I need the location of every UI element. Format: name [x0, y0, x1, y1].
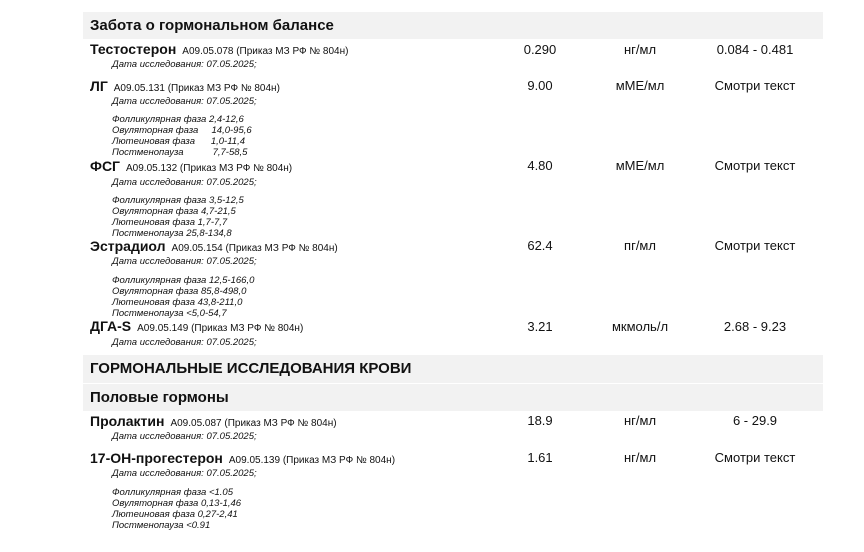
test-code: A09.05.078 (Приказ МЗ РФ № 804н) [182, 46, 349, 57]
test-row-17-oh-progesterone [90, 450, 395, 468]
test-reference: 0.084 - 0.481 [716, 42, 794, 57]
test-unit: нг/мл [623, 413, 657, 428]
test-date: Дата исследования: 07.05.2025; [112, 96, 257, 107]
test-code: A09.05.139 (Приказ МЗ РФ № 804н) [228, 455, 396, 466]
section-header-hormonal-balance: Забота о гормональном балансе [83, 12, 823, 39]
test-date: Дата исследования: 07.05.2025; [112, 337, 257, 348]
reference-note: Фолликулярная фаза <1.05 Овуляторная фаза 0,13-1,46 Лютеиновая фаза 0,27-2,41 Постменопауза <0.91 [112, 487, 242, 531]
test-unit: мМЕ/мл [615, 158, 665, 173]
test-value: 3.21 [527, 319, 553, 334]
reference-note: Фолликулярная фаза 3,5-12,5 Овуляторная фаза 4,7-21,5 Лютеиновая фаза 1,7-7,7 Постменопауза 25,8-134,8 [112, 195, 244, 239]
test-reference: Смотри текст [714, 158, 796, 173]
test-unit: мМЕ/мл [615, 78, 665, 93]
section-header-sex-hormones: Половые гормоны [83, 384, 823, 411]
test-reference: Смотри текст [714, 450, 796, 465]
test-unit: нг/мл [623, 450, 657, 465]
test-value: 1.61 [527, 450, 553, 465]
test-value: 4.80 [527, 158, 553, 173]
test-reference: Смотри текст [714, 78, 796, 93]
test-row-estradiol [90, 238, 338, 256]
test-row-lh [90, 78, 280, 96]
test-date: Дата исследования: 07.05.2025; [112, 177, 257, 188]
test-name: ЛГ [90, 78, 108, 94]
test-row-prolactin [90, 413, 337, 431]
test-code: A09.05.154 (Приказ МЗ РФ № 804н) [171, 243, 338, 254]
test-name: Тестостерон [90, 41, 177, 57]
test-reference: Смотри текст [714, 238, 796, 253]
test-name: ДГА-S [90, 318, 132, 334]
reference-note: Фолликулярная фаза 2,4-12,6 Овуляторная фаза 14,0-95,6 Лютеиновая фаза 1,0-11,4 Постменопауза 7,7-58,5 [112, 114, 252, 158]
test-row-testosterone [90, 41, 348, 59]
test-code: A09.05.087 (Приказ МЗ РФ № 804н) [170, 418, 337, 429]
test-value: 18.9 [527, 413, 553, 428]
section-header-blood-hormonal: ГОРМОНАЛЬНЫЕ ИССЛЕДОВАНИЯ КРОВИ [83, 355, 823, 383]
test-code: A09.05.131 (Приказ МЗ РФ № 804н) [113, 83, 280, 94]
test-reference: 6 - 29.9 [732, 413, 778, 428]
test-value: 62.4 [527, 238, 553, 253]
test-name: Пролактин [90, 413, 165, 429]
test-unit: нг/мл [623, 42, 657, 57]
test-code: A09.05.149 (Приказ МЗ РФ № 804н) [137, 323, 304, 334]
reference-note: Фолликулярная фаза 12,5-166,0 Овуляторная фаза 85,8-498,0 Лютеиновая фаза 43,8-211,0 Постменопауза <5,0-54,7 [112, 275, 255, 319]
test-date: Дата исследования: 07.05.2025; [112, 256, 257, 267]
test-value: 0.290 [523, 42, 557, 57]
test-date: Дата исследования: 07.05.2025; [112, 431, 257, 442]
test-date: Дата исследования: 07.05.2025; [112, 59, 257, 70]
test-reference: 2.68 - 9.23 [723, 319, 787, 334]
test-name: Эстрадиол [90, 238, 166, 254]
test-code: A09.05.132 (Приказ МЗ РФ № 804н) [126, 163, 293, 174]
test-name: ФСГ [90, 158, 120, 174]
test-name: 17-ОН-прогестерон [90, 450, 223, 466]
test-unit: мкмоль/л [611, 319, 669, 334]
test-date: Дата исследования: 07.05.2025; [112, 468, 257, 479]
test-value: 9.00 [527, 78, 553, 93]
test-row-dhea-s [90, 318, 303, 336]
test-unit: пг/мл [624, 238, 656, 253]
test-row-fsh [90, 158, 292, 176]
